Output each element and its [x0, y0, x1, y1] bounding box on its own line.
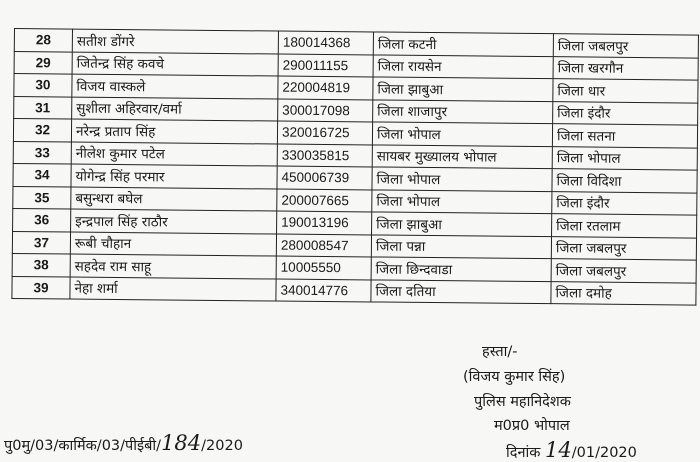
- reference-prefix: पु0मु/03/कार्मिक/03/पीईबी/: [4, 438, 162, 454]
- serial-cell: 33: [13, 141, 71, 164]
- current-posting-cell: जिला भोपाल: [372, 189, 552, 213]
- current-posting-cell: जिला कटनी: [373, 32, 553, 56]
- transfer-table: [11, 28, 699, 306]
- new-posting-cell: जिला जबलपुर: [553, 34, 698, 58]
- employee-id-cell: 450006739: [277, 166, 372, 189]
- current-posting-cell: जिला छिन्दवाडा: [371, 257, 551, 281]
- employee-id-cell: 280008547: [276, 234, 371, 257]
- serial-cell: 29: [14, 51, 72, 74]
- serial-cell: 38: [12, 253, 70, 276]
- current-posting-cell: सायबर मुख्यालय भोपाल: [372, 144, 552, 168]
- serial-cell: 31: [14, 96, 72, 119]
- cut-off-next-line: [0, 453, 700, 459]
- reference-year: /2020: [201, 438, 243, 454]
- employee-id-cell: 300017098: [278, 99, 373, 122]
- serial-cell: 35: [13, 186, 71, 209]
- new-posting-cell: जिला दमोह: [551, 281, 696, 305]
- new-posting-cell: जिला इंदौर: [552, 191, 697, 215]
- new-posting-cell: जिला रतलाम: [552, 214, 697, 238]
- new-posting-cell: जिला इंदौर: [553, 101, 698, 125]
- serial-cell: 34: [13, 163, 71, 186]
- serial-cell: 36: [13, 208, 71, 231]
- current-posting-cell: जिला झाबुआ: [372, 212, 552, 236]
- new-posting-cell: जिला सतना: [552, 124, 697, 148]
- name-cell: नेहा शर्मा: [70, 277, 276, 301]
- date-rest: /01/2020: [571, 445, 637, 461]
- signed-mark: हस्ता/-: [482, 344, 518, 360]
- name-cell: सतीश डोंगरे: [72, 29, 278, 53]
- current-posting-cell: जिला दतिया: [371, 279, 551, 303]
- current-posting-cell: जिला भोपाल: [372, 122, 552, 146]
- date-label: दिनांक: [506, 445, 541, 461]
- serial-cell: 37: [12, 231, 70, 254]
- serial-cell: 39: [12, 276, 70, 299]
- serial-cell: 30: [14, 74, 72, 97]
- employee-id-cell: 330035815: [277, 144, 372, 167]
- serial-cell: 32: [13, 119, 71, 142]
- name-cell: इन्द्रपाल सिंह राठौर: [71, 209, 277, 233]
- table-body: [12, 29, 699, 306]
- new-posting-cell: जिला विदिशा: [552, 169, 697, 193]
- name-cell: जितेन्द्र सिंह कवचे: [72, 52, 278, 76]
- employee-id-cell: 320016725: [277, 121, 372, 144]
- employee-id-cell: 180014368: [278, 31, 373, 54]
- reference-number: [4, 431, 243, 455]
- employee-id-cell: 290011155: [278, 54, 373, 77]
- name-cell: विजय वास्कले: [72, 74, 278, 98]
- employee-id-cell: 10005550: [276, 256, 371, 279]
- name-cell: योगेन्द्र सिंह परमार: [71, 164, 277, 188]
- new-posting-cell: जिला जबलपुर: [551, 236, 696, 260]
- new-posting-cell: जिला धार: [553, 79, 698, 103]
- current-posting-cell: जिला शाजापुर: [373, 99, 553, 123]
- current-posting-cell: जिला झाबुआ: [373, 77, 553, 101]
- name-cell: नीलेश कुमार पटेल: [71, 142, 277, 166]
- employee-id-cell: 220004819: [278, 76, 373, 99]
- current-posting-cell: जिला रायसेन: [373, 54, 553, 78]
- new-posting-cell: जिला भोपाल: [552, 146, 697, 170]
- employee-id-cell: 190013196: [277, 211, 372, 234]
- serial-cell: 28: [14, 29, 72, 52]
- signatory-office: म0प्र0 भोपाल: [494, 418, 570, 434]
- name-cell: बसुन्धरा बघेल: [71, 187, 277, 211]
- name-cell: सहदेव राम साहू: [70, 254, 276, 278]
- name-cell: नरेन्द्र प्रताप सिंह: [71, 119, 277, 143]
- date-handwritten-day: 14: [545, 438, 572, 462]
- signatory-name: (विजय कुमार सिंह): [463, 369, 566, 385]
- employee-id-cell: 200007665: [277, 189, 372, 212]
- current-posting-cell: जिला पन्ना: [371, 234, 551, 258]
- new-posting-cell: जिला जबलपुर: [551, 259, 696, 283]
- employee-id-cell: 340014776: [276, 279, 371, 302]
- name-cell: सुशीला अहिरवार/वर्मा: [72, 97, 278, 121]
- reference-handwritten-number: 184: [161, 431, 202, 455]
- current-posting-cell: जिला भोपाल: [372, 167, 552, 191]
- name-cell: रूबी चौहान: [70, 232, 276, 256]
- signatory-designation: पुलिस महानिदेशक: [474, 394, 571, 410]
- new-posting-cell: जिला खरगौन: [553, 56, 698, 80]
